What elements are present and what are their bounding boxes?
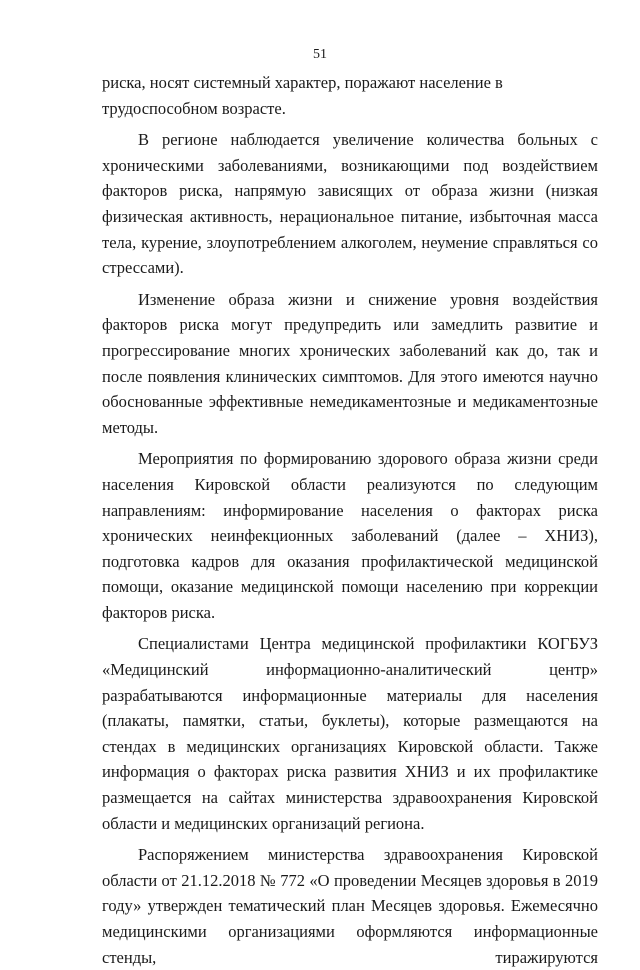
paragraph-health-months-order: Распоряжением министерства здравоохранения Кировской области от 21.12.2018 № 772 «О проведении Месяцев здоровья в 2019 году» утвержден тематический план Месяцев здоровья. Ежемесячно медицинскими организациями оформляются информационные стенды, тиражируются xyxy=(102,845,598,967)
paragraph-chronic-diseases: В регионе наблюдается увеличение количества больных с хроническими заболеваниями, возникающими под воздействием факторов риска, напрямую зависящих от образа жизни (низкая физическая активность, нерациональное питание, избыточная масса тела, курение, злоупотреблением алкоголем, неумение справляться со стрессами). xyxy=(102,130,598,278)
paragraph-lifestyle-change: Изменение образа жизни и снижение уровня воздействия факторов риска могут предупредить или замедлить развитие и прогрессирование многих хронических заболеваний как до, так и после появления клинических симптомов. Для этого имеются научно обоснованные эффективные немедикаментозные и медикаментозные методы. xyxy=(102,289,598,437)
paragraph-risk-continuation: риска, носят системный характер, поражают население в трудоспособном возрасте. xyxy=(102,73,503,118)
page-number: 51 xyxy=(313,47,327,62)
document-body xyxy=(102,70,598,970)
paragraph-healthy-lifestyle-measures: Мероприятия по формированию здорового образа жизни среди населения Кировской области реализуются по следующим направлениям: информирование населения о факторах риска хронических неинфекционных заболеваний (далее – ХНИЗ), подготовка кадров для оказания профилактической медицинской помощи, оказание медицинской помощи населению при коррекции факторов риска. xyxy=(102,449,598,622)
paragraph-prevention-center: Специалистами Центра медицинской профилактики КОГБУЗ «Медицинский информационно-аналитический центр» разрабатываются информационные материалы для населения (плакаты, памятки, статьи, буклеты), которые размещаются на стендах в медицинских организациях Кировской области. Также информация о факторах риска развития ХНИЗ и их профилактике размещается на сайтах министерства здравоохранения Кировской области и медицинских организаций региона. xyxy=(102,634,598,833)
